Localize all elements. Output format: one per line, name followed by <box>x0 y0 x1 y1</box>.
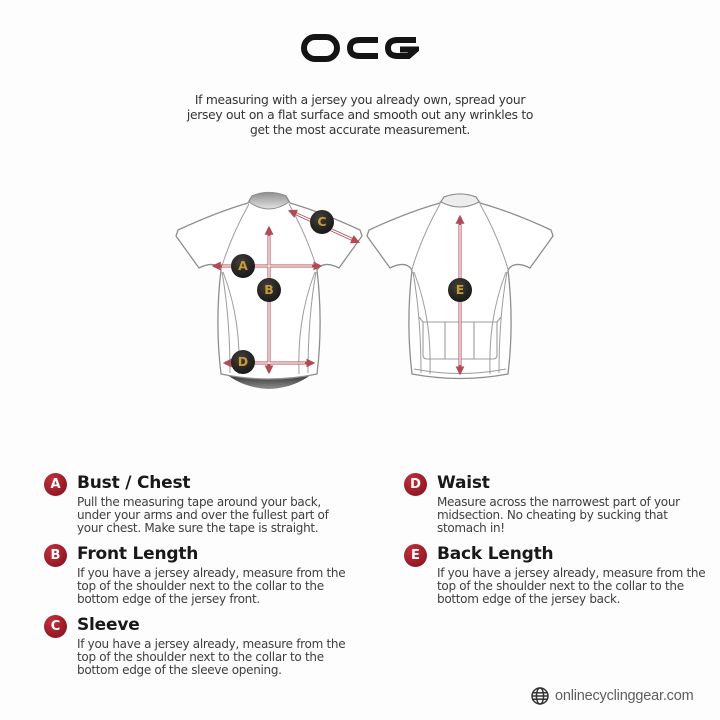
diagram-marker-e <box>448 278 472 302</box>
section-back-length <box>404 543 704 607</box>
section-desc-bust-chest: Pull the measuring tape around your back, under your arms and over the fullest part of your chest. Make sure the tape is straight. <box>77 495 329 536</box>
diagram-marker-a-letter: A <box>238 257 248 273</box>
logo-letter-g <box>388 40 416 56</box>
section-desc-waist: Measure across the narrowest part of your midsection. No cheating by sucking that stomach in! <box>437 495 680 536</box>
section-front-length <box>44 543 344 607</box>
section-badge-d-letter: D <box>410 477 421 492</box>
footer <box>530 684 693 708</box>
ocg-logo <box>301 33 419 67</box>
section-desc-sleeve: If you have a jersey already, measure from the top of the shoulder next to the collar to the bottom edge of the sleeve opening. <box>77 637 346 678</box>
globe-icon <box>530 686 550 706</box>
footer-website: onlinecyclinggear.com <box>555 688 694 704</box>
section-desc-front-length: If you have a jersey already, measure from the top of the shoulder next to the collar to the bottom edge of the jersey front. <box>77 566 346 607</box>
section-badge-e <box>404 544 427 567</box>
section-title-bust-chest: Bust / Chest <box>77 473 191 493</box>
section-desc-back-length: If you have a jersey already, measure from the top of the shoulder next to the collar to the bottom edge of the jersey back. <box>437 566 706 607</box>
section-badge-b-letter: B <box>50 548 61 563</box>
logo-letter-c <box>350 40 378 56</box>
diagram-marker-b <box>257 278 281 302</box>
section-badge-d <box>404 473 427 496</box>
diagram-marker-b-letter: B <box>264 281 274 297</box>
intro-text: If measuring with a jersey you already own, spread your jersey out on a flat surface and smooth out any wrinkles to get the most accurate measurement. <box>186 93 534 138</box>
section-sleeve <box>44 614 344 678</box>
diagram-marker-e-letter: E <box>455 281 465 297</box>
section-badge-a <box>44 473 67 496</box>
back-collar <box>441 194 479 207</box>
section-title-back-length: Back Length <box>437 544 554 564</box>
diagram-marker-c <box>310 210 334 234</box>
section-badge-b <box>44 544 67 567</box>
logo-letter-o <box>304 37 337 59</box>
diagram-marker-d-letter: D <box>237 353 249 369</box>
ocg-logo-graphic <box>301 33 419 63</box>
section-badge-c <box>44 615 67 638</box>
section-badge-c-letter: C <box>50 619 61 634</box>
section-waist <box>404 472 704 536</box>
section-bust-chest <box>44 472 344 536</box>
section-title-waist: Waist <box>437 473 490 493</box>
diagram-marker-a <box>231 254 255 278</box>
section-badge-a-letter: A <box>50 477 61 492</box>
section-badge-e-letter: E <box>411 548 420 563</box>
diagram-marker-c-letter: C <box>317 213 327 229</box>
section-title-front-length: Front Length <box>77 544 199 564</box>
section-title-sleeve: Sleeve <box>77 615 140 635</box>
diagram-marker-d <box>231 350 255 374</box>
ocg-logo-text <box>419 33 420 34</box>
